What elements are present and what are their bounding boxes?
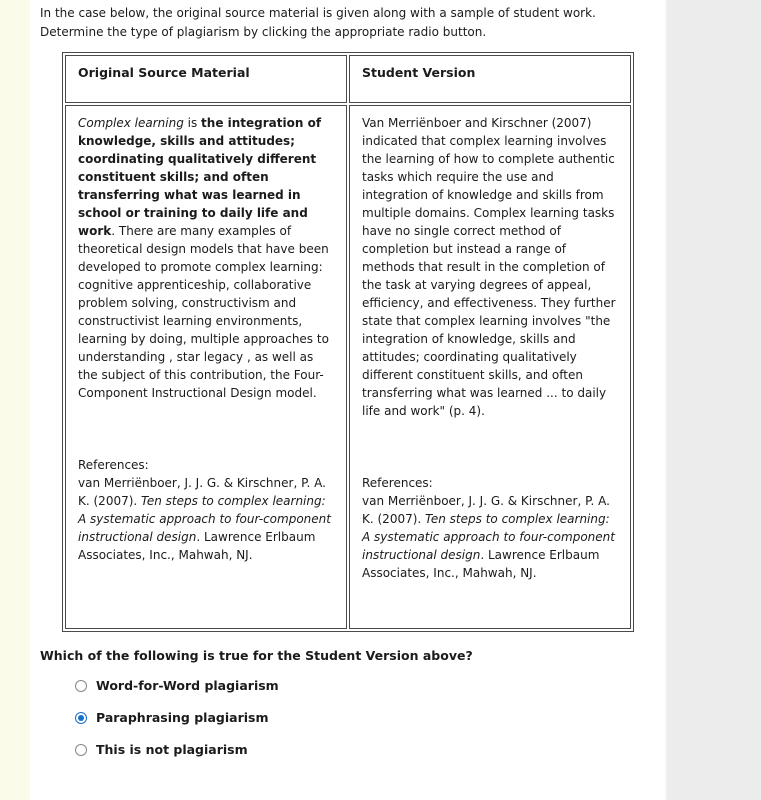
table-header-row: [65, 55, 631, 103]
reference-title-italic: Ten steps to complex learning: A systematic approach to four-component instructional design: [362, 512, 615, 562]
option-label: Word-for-Word plagiarism: [96, 678, 279, 693]
answer-options: [75, 678, 660, 757]
question-text: Which of the following is true for the Student Version above?: [40, 648, 473, 663]
radio-option-paraphrasing[interactable]: [75, 710, 660, 725]
original-source-cell: [65, 105, 347, 629]
page-left-margin-strip: [0, 0, 30, 800]
reference-post: . Lawrence Erlbaum Associates, Inc., Mahwah, NJ.: [362, 548, 600, 580]
radio-unselected-icon[interactable]: [75, 744, 87, 756]
references-label: References:: [78, 458, 149, 472]
option-label: Paraphrasing plagiarism: [96, 710, 269, 725]
original-rest-text: . There are many examples of theoretical design models that have been developed to promote complex learning: cognitive apprenticeship, collaborative problem solving, constructivism and constructivist learning environments, learning by doing, multiple approaches to understanding , star legacy , as well as the subject of this contribution, the Four-Component Instructional Design model.: [78, 224, 329, 400]
option-label: This is not plagiarism: [96, 742, 248, 757]
radio-option-not-plagiarism[interactable]: [75, 742, 660, 757]
student-version-text: Van Merriënboer and Kirschner (2007) indicated that complex learning involves the learning of how to complete authentic tasks which require the use and integration of knowledge and skills from multiple domains. Complex learning tasks have no single correct method of completion but instead a range of methods that result in the completion of the task at varying degrees of appeal, efficiency, and effectiveness. They further state that complex learning involves "the integration of knowledge, skills and attitudes; coordinating qualitatively different constituent skills, and often transferring what was learned ... to daily life and work" (p. 4).: [362, 116, 616, 418]
radio-option-word-for-word[interactable]: [75, 678, 660, 693]
table-body-row: [65, 105, 631, 629]
reference-title-italic: Ten steps to complex learning: A systematic approach to four-component instructional design: [78, 494, 331, 544]
outside-page-area: [665, 0, 761, 800]
column-header-student-version: Student Version: [349, 55, 631, 103]
comparison-table: [62, 52, 634, 632]
instructions: [40, 4, 660, 42]
radio-selected-icon[interactable]: [75, 712, 87, 724]
reference-pre: van Merriënboer, J. J. G. & Kirschner, P. A. K. (2007).: [362, 494, 610, 526]
original-lead-plain: is: [183, 116, 202, 130]
original-lead-italic: Complex learning: [78, 116, 184, 130]
original-references: [78, 456, 334, 564]
student-references: [362, 474, 618, 582]
original-bold-passage: the integration of knowledge, skills and attitudes; coordinating qualitatively different constituent skills; and often transferring what was learned in school or training to daily life and work: [78, 116, 322, 238]
original-source-text: [78, 114, 334, 402]
instructions-line-2: Determine the type of plagiarism by clicking the appropriate radio button.: [40, 25, 487, 39]
student-version-cell: [349, 105, 631, 629]
reference-pre: van Merriënboer, J. J. G. & Kirschner, P. A. K. (2007).: [78, 476, 326, 508]
quiz-page: [40, 4, 660, 774]
radio-unselected-icon[interactable]: [75, 680, 87, 692]
column-header-original-source: Original Source Material: [65, 55, 347, 103]
instructions-line-1: In the case below, the original source material is given along with a sample of student work.: [40, 6, 596, 20]
references-label: References:: [362, 476, 433, 490]
reference-post: . Lawrence Erlbaum Associates, Inc., Mahwah, NJ.: [78, 530, 316, 562]
